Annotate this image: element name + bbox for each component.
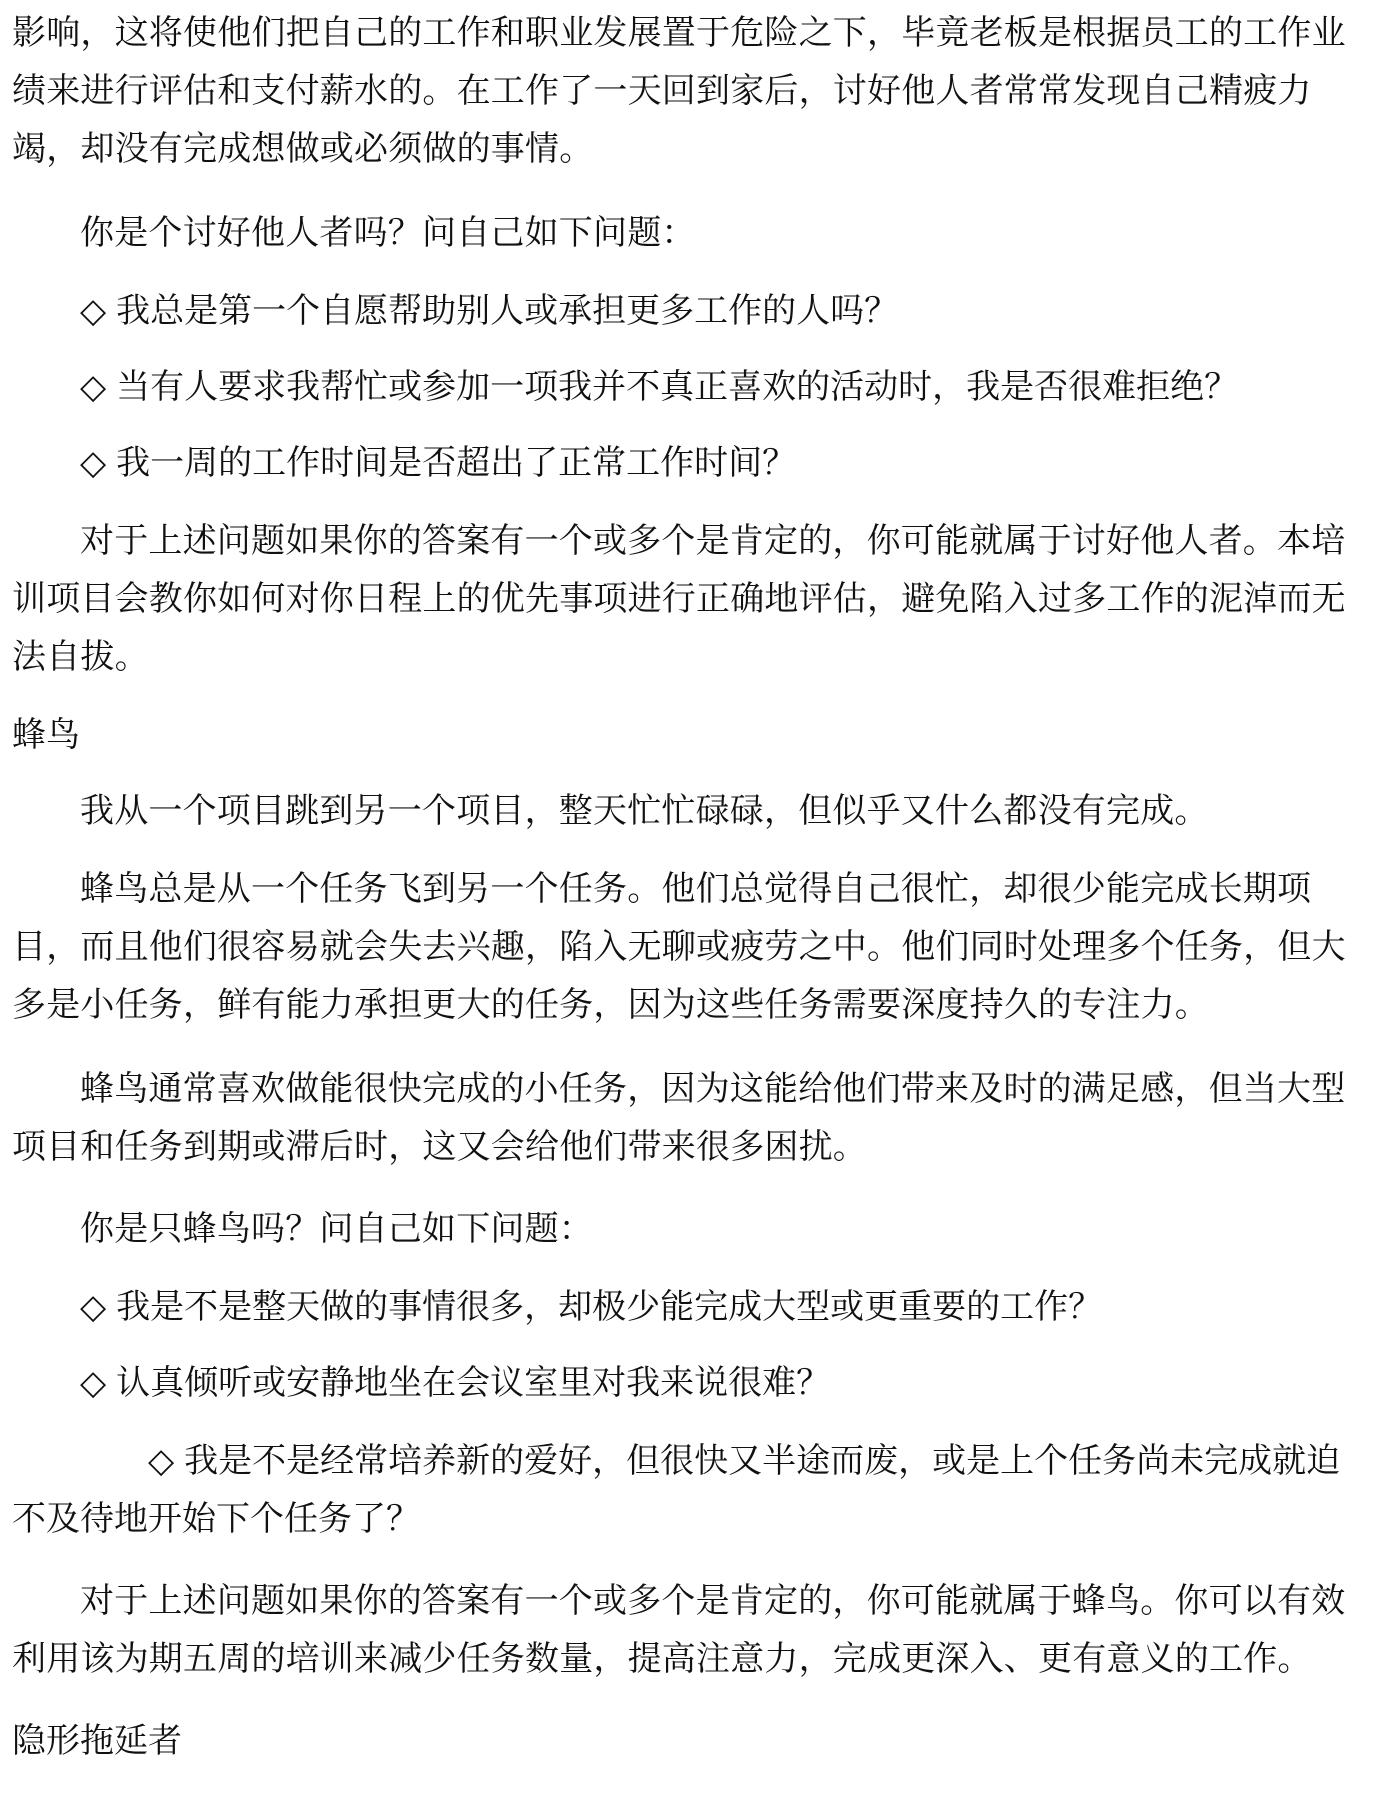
paragraph-hummingbird-conclusion: 对于上述问题如果你的答案有一个或多个是肯定的，你可能就属于蜂鸟。你可以有效利用该为期五周的培训来减少任务数量，提高注意力，完成更深入、更有意义的工作。 xyxy=(12,1581,1346,1679)
bullet-item-busy-no-big-work xyxy=(80,1278,1370,1336)
bullet-item-overtime xyxy=(80,434,1370,492)
bullet-item-hard-to-listen xyxy=(80,1354,1370,1412)
bullet-text: 当有人要求我帮忙或参加一项我并不真正喜欢的活动时，我是否很难拒绝？ xyxy=(116,367,1239,407)
diamond-bullet-icon: ◇ xyxy=(80,1287,107,1327)
bullet-item-volunteer-first xyxy=(80,282,1370,340)
bullet-text: 我是不是整天做的事情很多，却极少能完成大型或更重要的工作？ xyxy=(116,1287,1103,1327)
bullet-text: 我总是第一个自愿帮助别人或承担更多工作的人吗？ xyxy=(116,291,899,331)
paragraph-hummingbird-question-intro: 你是只蜂鸟吗？问自己如下问题： xyxy=(80,1209,593,1249)
paragraph-people-pleaser-impact: 影响，这将使他们把自己的工作和职业发展置于危险之下，毕竟老板是根据员工的工作业绩来进行评估和支付薪水的。在工作了一天回到家后，讨好他人者常常发现自己精疲力竭，却没有完成想做或必须做的事情。 xyxy=(12,13,1346,169)
bullet-item-new-hobbies xyxy=(12,1432,1372,1548)
bullet-text: 认真倾听或安静地坐在会议室里对我来说很难？ xyxy=(116,1363,831,1403)
paragraph-hummingbird-quote: 我从一个项目跳到另一个项目，整天忙忙碌碌，但似乎又什么都没有完成。 xyxy=(80,791,1209,831)
diamond-bullet-icon: ◇ xyxy=(80,367,107,407)
paragraph-hummingbird-description: 蜂鸟总是从一个任务飞到另一个任务。他们总觉得自己很忙，却很少能完成长期项目，而且他们很容易就会失去兴趣，陷入无聊或疲劳之中。他们同时处理多个任务，但大多是小任务，鲜有能力承担更大的任务，因为这些任务需要深度持久的专注力。 xyxy=(12,869,1346,1025)
bullet-text: 我是不是经常培养新的爱好，但很快又半途而废，或是上个任务尚未完成就迫不及待地开始下个任务了？ xyxy=(12,1441,1341,1539)
section-heading-hummingbird: 蜂鸟 xyxy=(12,715,80,755)
diamond-bullet-icon: ◇ xyxy=(80,291,107,331)
paragraph-people-pleaser-conclusion: 对于上述问题如果你的答案有一个或多个是肯定的，你可能就属于讨好他人者。本培训项目会教你如何对你日程上的优先事项进行正确地评估，避免陷入过多工作的泥淖而无法自拔。 xyxy=(12,521,1346,677)
paragraph-people-pleaser-question-intro: 你是个讨好他人者吗？问自己如下问题： xyxy=(80,213,696,253)
bullet-item-hard-to-refuse xyxy=(80,358,1370,416)
diamond-bullet-icon: ◇ xyxy=(148,1441,175,1481)
paragraph-hummingbird-small-tasks: 蜂鸟通常喜欢做能很快完成的小任务，因为这能给他们带来及时的满足感，但当大型项目和任务到期或滞后时，这又会给他们带来很多困扰。 xyxy=(12,1069,1346,1167)
section-heading-invisible-procrastinator: 隐形拖延者 xyxy=(12,1721,182,1761)
diamond-bullet-icon: ◇ xyxy=(80,1363,107,1403)
bullet-text: 我一周的工作时间是否超出了正常工作时间？ xyxy=(116,443,797,483)
diamond-bullet-icon: ◇ xyxy=(80,443,107,483)
